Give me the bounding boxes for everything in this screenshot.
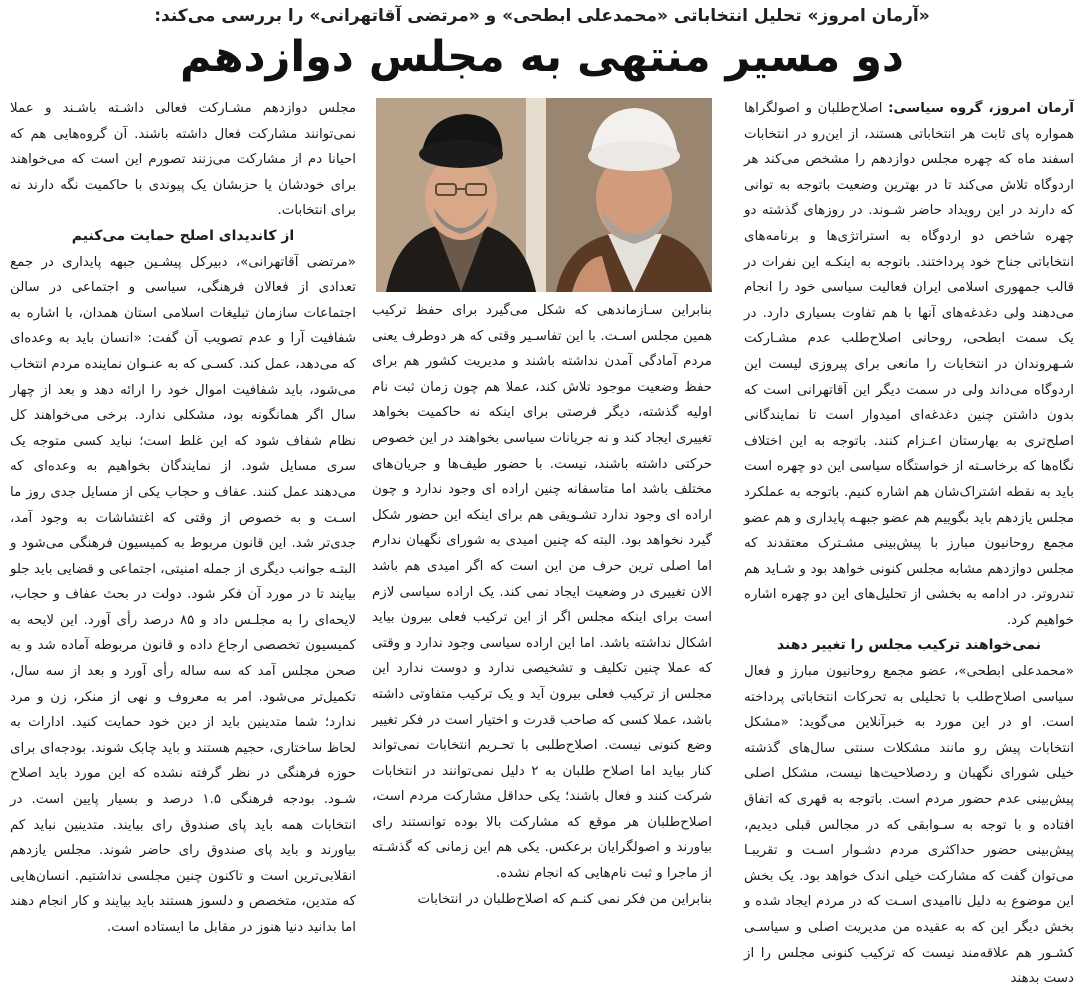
portrait-illustration xyxy=(376,98,712,292)
middle-column-paragraph-2: بنابراین من فکر نمی کنـم که اصلاح‌طلبان در انتخابات xyxy=(417,891,712,907)
right-column xyxy=(744,96,1074,987)
byline: آرمان امروز، گروه سیاسی: xyxy=(888,101,1074,116)
left-column-paragraph-1: مجلس دوازدهم مشـارکت فعالی داشـته باشـند و عملا نمی‌توانند مشارکت فعال داشته باشند. آن گروه‌هایی هم که احیانا دم از مشارکت می‌زنند تصورم این است که می‌خواهند برای خودشان یا حزبشان یک پیوندی با حاکمیت نگه دارند نه برای انتخابات. xyxy=(10,101,356,219)
middle-column xyxy=(372,298,712,954)
right-column-paragraph-2: «محمدعلی ابطحی»، عضو مجمع روحانیون مبارز و فعال سیاسی اصلاح‌طلب با تحلیلی به تحرکات انتخاباتی پرداخته است. او در این مورد به خبرآنلاین می‌گوید: «مشکل انتخابات پیش رو مانند مشکلات سنتی سال‌های گذشته خیلی شورای نگهبان و ردصلاحیت‌ها نیست، مشکل اصلی پیش‌بینی عدم حضور مردم است. باتوجه به قهری که اتفاق افتاده و با توجه به سـوابقی که در مجالس قبلی دیدیم، پیش‌بینی حضور حداکثری مردم دشـوار اسـت و تقریبـا می‌توان گفت که مشارکت خیلی اندک خواهد بود. یک بخش این موضوع به دلیل ناامیدی اسـت که در مردم ایجاد شده و بخش دیگر این که به عقیده من مدیریت اصلی و سیاسـی کشـور هم علاقه‌مند نیست که ترکیب کنونی مجلس را از دست بدهند xyxy=(744,664,1074,987)
headline-kicker: «آرمان امروز» تحلیل انتخاباتی «محمدعلی ابطحی» و «مرتضی آقاتهرانی» را بررسی می‌کند: xyxy=(154,6,930,26)
headline: دو مسیر منتهی به مجلس دوازدهم xyxy=(179,32,904,82)
portrait-photo xyxy=(376,98,712,292)
middle-column-paragraph-1: بنابراین سـازماندهی که شکل می‌گیرد برای حفظ ترکیب همین مجلس اسـت. با این تفاسـیر وقتی که هر دوطرف یعنی مردم آمادگی آمدن نداشته باشند و مدیریت کشور هم برای حفظ وضعیت موجود تلاش کند، عملا هم چون زمان ثبت نام اولیه گذشته، دیگر فرصتی برای اینکه نه حاکمیت بخواهد تغییری ایجاد کند و نه جریانات سیاسی بخواهند در این خصوص حرکتی داشته باشند، نیست. با حضور طیف‌ها و جریان‌های مختلف باشد اما متاسفانه چنین اراده ای وجود ندارد و چون اراده ای وجود ندارد تشـویقی هم برای اینکه این حضور شکل گیرد نخواهد بود. البته که چنین امیدی به شورای نگهبان ندارم اما اصلی ترین حرف من این است که اگر امیدی هم باشد الان تغییری در وضعیت ایجاد نمی کند. یک اراده سیاسی لازم است برای اینکه مجلس اگر از این ترکیب فعلی بیرون بیاید اشکال نداشته باشد. اما این اراده سیاسی وجود ندارد و وقتی که عملا چنین تکلیف و تشخیصی ندارد و دوست ندارد این مجلس از ترکیب فعلی بیرون آید و یک ترکیب متفاوتی داشته باشد، عملا کسی که صاحب قدرت و اختیار است در فکر تغییر وضع کنونی نیست. اصلاح‌طلبی با تحـریم انتخابات نمی‌تواند کنار بیاید اما اصلاح طلبان به ۲ دلیل نمی‌توانند در انتخابات شرکت کنند و فعال باشند؛ یکی حداقل مشارکت مردم است، اصلاح‌طلبان هر موقع که مشارکت بالا بوده توانستند رای بیاورند و اصولگرایان برعکس. یکی هم این زمانی که گذشـته از ماجرا و ثبت نام‌هایی که انجام نشده. xyxy=(372,303,712,882)
left-column-paragraph-2: «مرتضی آقاتهرانی»، دبیرکل پیشـین جبهه پایداری در جمع تعدادی از فعالان فرهنگی، سیاسی و اجتماعی در سالن اجتماعات سازمان تبلیغات اسلامی استان همدان، با اشاره به شفافیت آرا و عدم تصویب آن گفت: «انسان باید به وعده‌ای که می‌دهد، عمل کند. کسـی که به عنـوان نماینده مردم انتخاب می‌شود، باید شفافیت اموال خود را ارائه دهد و بعد از چهار سال اگر همانگونه بود، مشکلی ندارد. برخی می‌خواهند کل نظام شفاف شود که این غلط است؛ نباید کسی متوجه یک سری مسایل شود. از نمایندگان بخواهیم به وعده‌ای که می‌دهند عمل کنند. عفاف و حجاب یکی از مسایل جدی روز ما اسـت و به خصوص از وقتی که اغتشاشات به وجود آمد، جدی‌تر شد. این قانون مربوط به کمیسیون فرهنگی می‌شود و البتـه جوانب دیگری از جمله امنیتی، اجتماعی و قضایی باید جلو بیایند تا در مورد آن فکر شود. دولت در بحث عفاف و حجاب، لایحه‌ای را به مجلـس داد و ۸۵ درصد رأی آورد. این لایحه به کمیسیون تخصصی ارجاع داده و قانون مربوطه آماده شد و به صحن مجلس آمد که سه ساله رأی آورد و بعد از سه سال، تکمیل‌تر می‌شود. امر به معروف و نهی از منکر، زن و مرد ندارد؛ شما متدینین باید از دین خود حمایت کنید. ادارات به لحاظ ساختاری، حجیم هستند و باید چابک شوند. بودجه‌ای برای حوزه فرهنگی در نظر گرفته نشده که این مورد باید اصلاح شـود. بودجه فرهنگی ۱.۵ درصد و بسیار پایین است. در انتخابات همه باید پای صندوق رای بیایند. متدینین نباید کم بیاورند و باید پای صندوق رای حاضر شوند. مجلس یازدهم انقلابی‌ترین است و تاکنون چنین مجلسی نداشتیم. انسان‌هایی که متدین، متخصص و دلسوز هستند باید بیایند و کار انجام دهند اما بدانید دنیا هنوز در مقابل ما ایستاده است. xyxy=(10,254,357,935)
right-column-intro xyxy=(744,96,1074,633)
right-column-paragraph-1: اصلاح‌طلبان و اصولگراها همواره پای ثابت هر انتخاباتی هستند، از این‌رو در انتخابات اسفند ماه که چهره مجلس دوازدهم را مشخص می‌کند هر اردوگاه تلاش می‌کند تا در بهترین وضعیت باتوجه به توانی که دارند در این رویداد حاضر شـوند. در روزهای گذشته دو چهره شاخص دو اردوگاه به استراتژی‌ها و برنامه‌های انتخاباتی جناح خود پرداختند. باتوجه به اینکـه این نفرات در قالب جمهوری اسلامی ایران فعالیت سیاسی خود را انجام می‌دهند ولی دغدغه‌های آنها با هم تفاوت بسیاری دارد. در یک سمت ابطحی، روحانی اصلاح‌طلب عدم مشـارکت شـهروندان در انتخابات را مانعی برای پیروزی لیست این اردوگاه می‌داند ولی در سمت دیگر این آقاتهرانی است که بدون داشتن چنین دغدغه‌ای امیدوار است تا نمایندگانی اصلح‌تری به بهارستان اعـزام کنند. باتوجه به این اختلاف نگاه‌ها که برخاسـته از خواستگاه سیاسی این دو چهره است باید به نقطه اشتراک‌شان هم اشاره کنیم. باتوجه به عملکرد مجلس یازدهم باید بگوییم هم عضو جبهـه پایداری و هم عضو مجمع روحانیون مبارز با پیش‌بینی مشـترک معتقدند که مجلس دوازدهم مشابه مجلس کنونی خواهد بود و شـاید هم تندروتر. در ادامه به بخشی از تحلیل‌های این دو چهره اشاره خواهیم کرد. xyxy=(744,101,1074,628)
subheading-abtahi: نمی‌خواهند ترکیب مجلس را تغییر دهند xyxy=(776,637,1042,654)
subheading-aghatehrani: از کاندیدای اصلح حمایت می‌کنیم xyxy=(71,227,295,244)
left-column xyxy=(10,96,356,954)
